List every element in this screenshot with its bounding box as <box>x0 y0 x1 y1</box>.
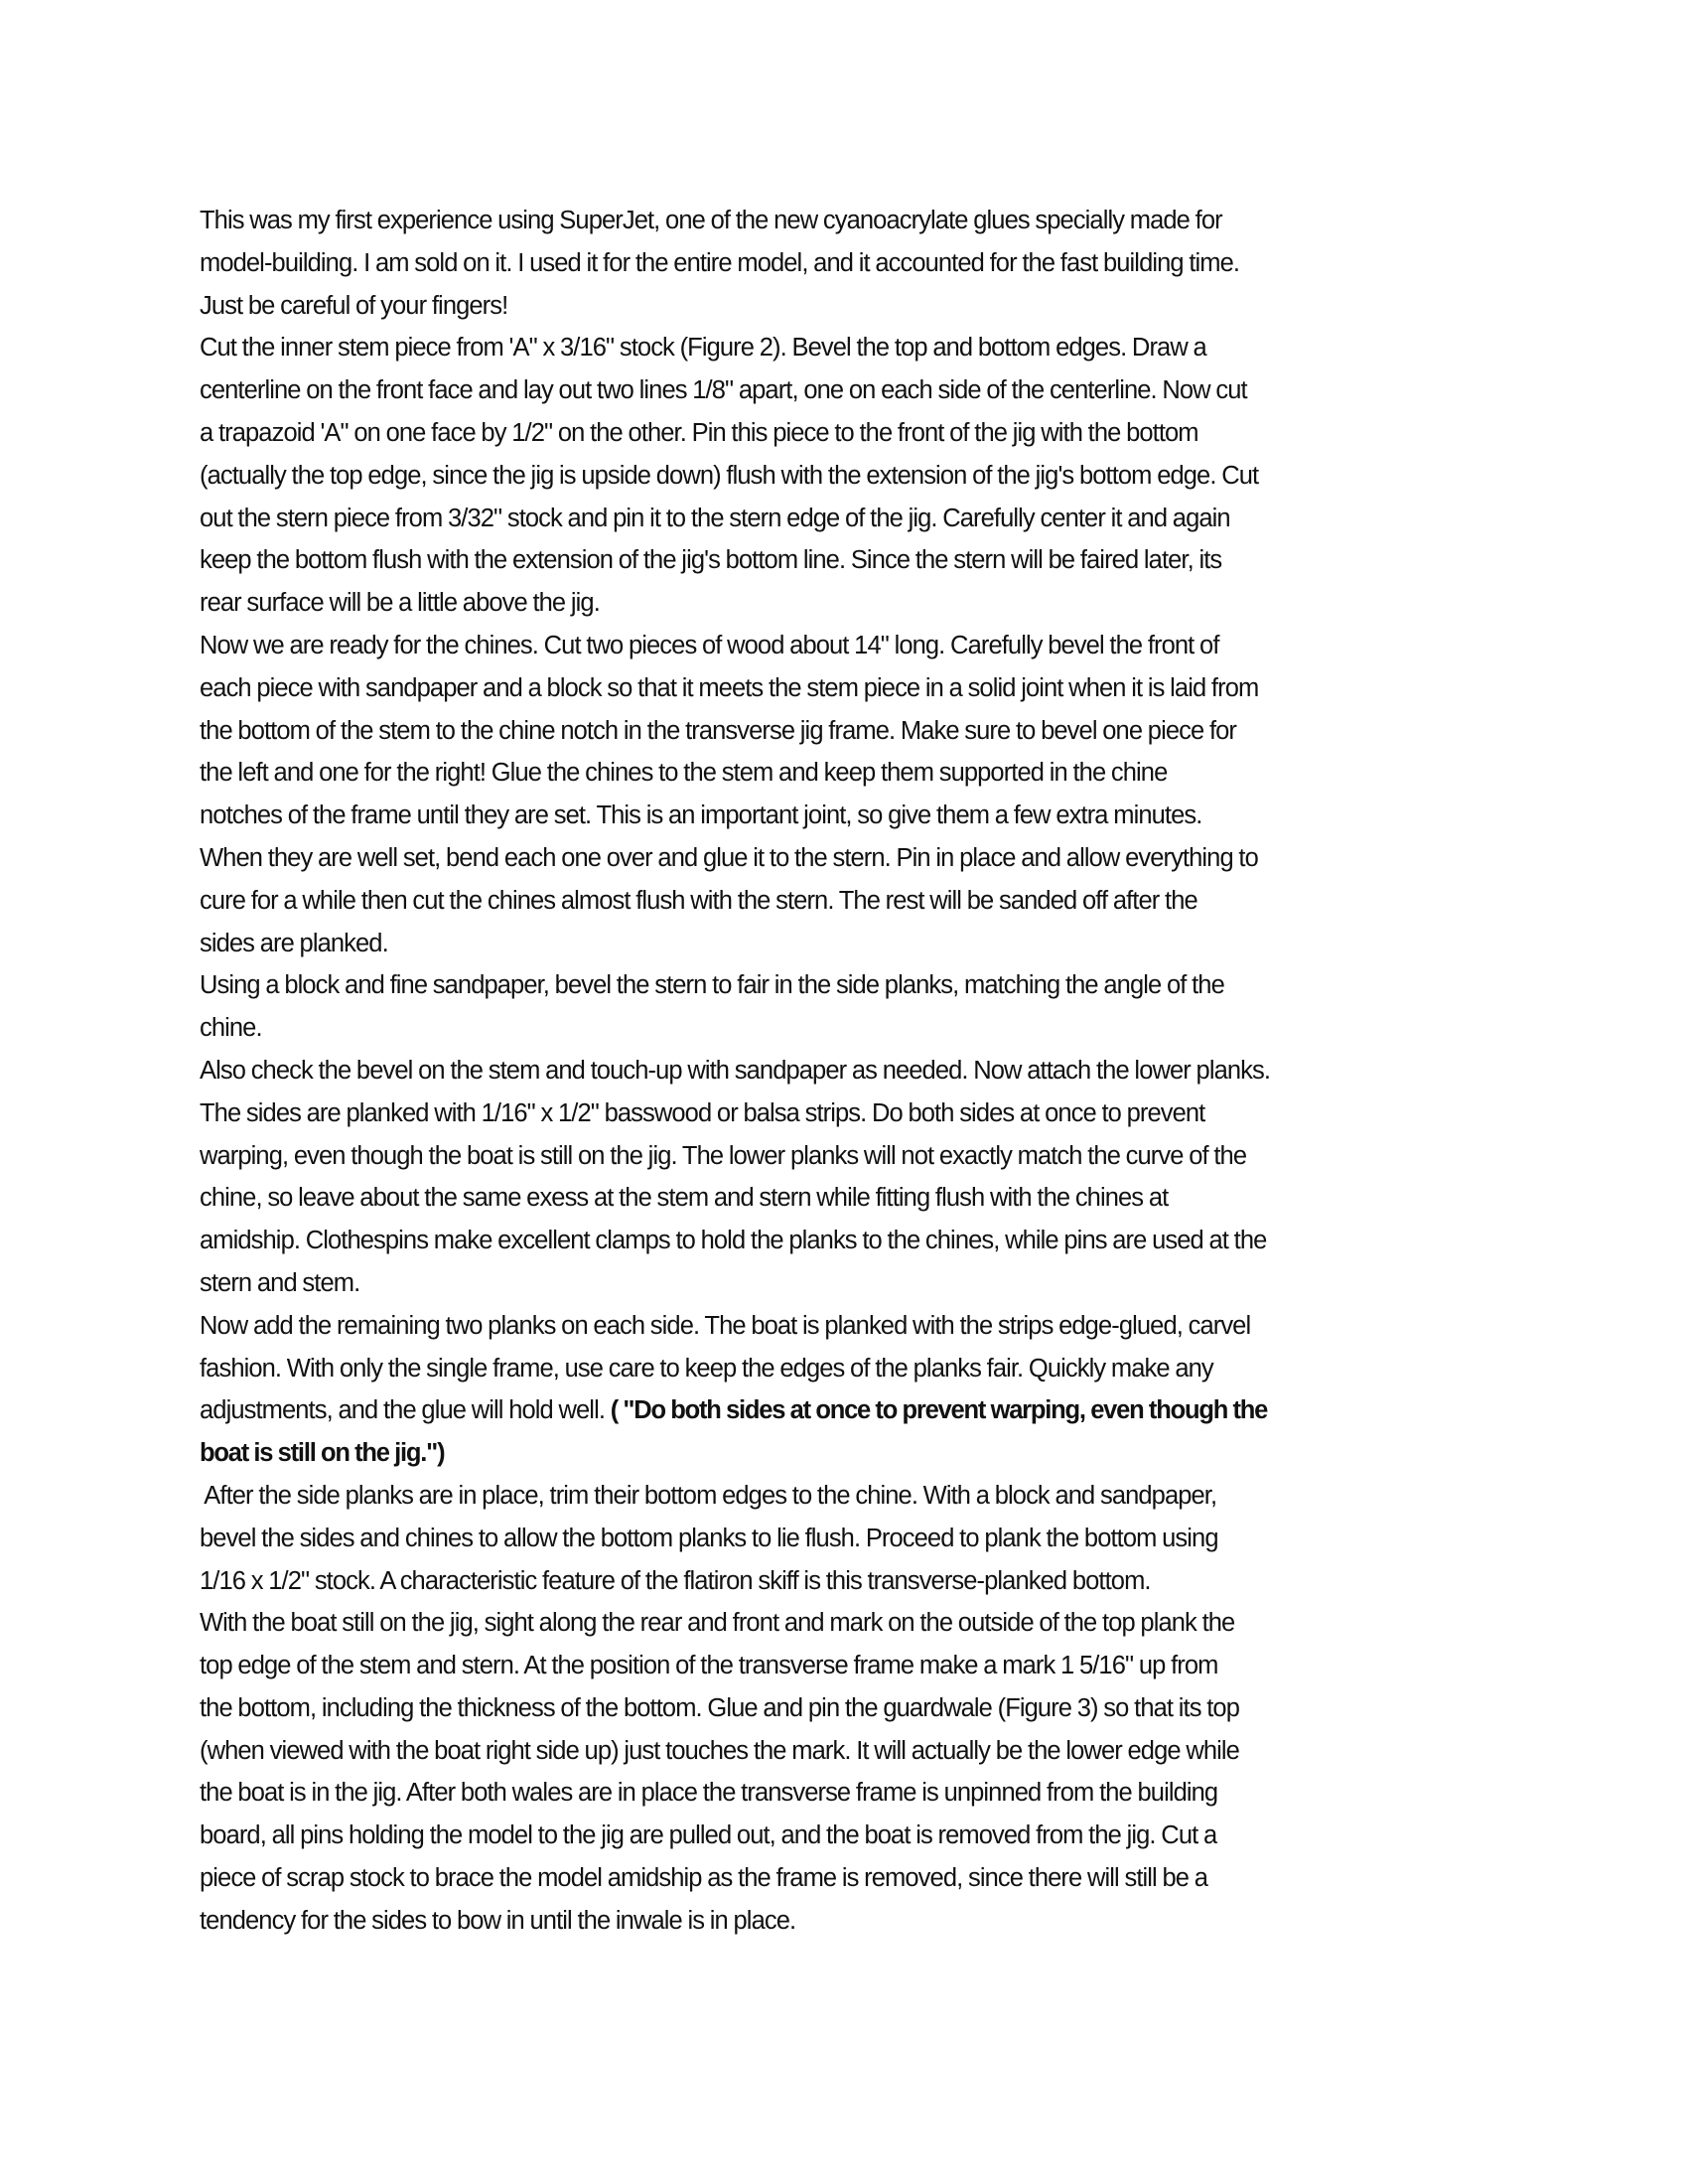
text-line: warping, even though the boat is still on the jig. The lower planks will not exactly match the curve of the <box>200 1141 1247 1170</box>
text-line: centerline on the front face and lay out two lines 1/8" apart, one on each side of the centerline. Now cut <box>200 376 1247 405</box>
bold-quote-end: boat is still on the jig.") <box>200 1439 445 1468</box>
text-line: (when viewed with the boat right side up) just touches the mark. It will actually be the lower edge while <box>200 1736 1239 1765</box>
text-line: The sides are planked with 1/16" x 1/2" basswood or balsa strips. Do both sides at once to prevent <box>200 1098 1205 1127</box>
text-line: bevel the sides and chines to allow the bottom planks to lie flush. Proceed to plank the bottom using <box>200 1524 1218 1552</box>
text-line: Just be careful of your fingers! <box>200 291 508 320</box>
text-line: top edge of the stem and stern. At the position of the transverse frame make a mark 1 5/16" up from <box>200 1652 1218 1680</box>
text-line: Now add the remaining two planks on each side. The boat is planked with the strips edge-glued, carvel <box>200 1311 1251 1340</box>
text-line: Also check the bevel on the stem and touch-up with sandpaper as needed. Now attach the lower planks. <box>200 1056 1271 1085</box>
text-line: stern and stem. <box>200 1268 360 1297</box>
text-line: Using a block and fine sandpaper, bevel the stern to fair in the side planks, matching the angle of the <box>200 971 1224 1000</box>
text-line: fashion. With only the single frame, use care to keep the edges of the planks fair. Quickly make any <box>200 1354 1213 1383</box>
text-line: chine. <box>200 1014 262 1043</box>
text-line: chine, so leave about the same exess at the stem and stern while fitting flush with the chines at <box>200 1184 1169 1213</box>
text-line: sides are planked. <box>200 929 388 957</box>
text-line: board, all pins holding the model to the jig are pulled out, and the boat is removed from the jig. Cut a <box>200 1821 1217 1850</box>
document-body <box>200 200 1520 1943</box>
text-line: This was my first experience using SuperJet, one of the new cyanoacrylate glues specially made for <box>200 207 1222 234</box>
text-line: amidship. Clothespins make excellent clamps to hold the planks to the chines, while pins are used at the <box>200 1227 1267 1255</box>
text-line: the bottom of the stem to the chine notch in the transverse jig frame. Make sure to bevel one piece for <box>200 716 1237 745</box>
text-line: With the boat still on the jig, sight along the rear and front and mark on the outside of the top plank the <box>200 1609 1235 1638</box>
text-line-with-quote <box>200 1389 1520 1432</box>
text-line: notches of the frame until they are set. This is an important joint, so give them a few extra minutes. <box>200 801 1202 830</box>
text-line: piece of scrap stock to brace the model amidship as the frame is removed, since there will still be a <box>200 1864 1208 1893</box>
text-line: Now we are ready for the chines. Cut two pieces of wood about 14" long. Carefully bevel the front of <box>200 631 1219 659</box>
text-line: rear surface will be a little above the jig. <box>200 589 600 618</box>
text-line: the bottom, including the thickness of the bottom. Glue and pin the guardwale (Figure 3) so that its top <box>200 1693 1239 1722</box>
text-line: When they are well set, bend each one over and glue it to the stern. Pin in place and allow everything to <box>200 843 1258 872</box>
text-line: out the stern piece from 3/32" stock and pin it to the stern edge of the jig. Carefully center it and again <box>200 504 1230 532</box>
text-line: Cut the inner stem piece from 'A" x 3/16" stock (Figure 2). Bevel the top and bottom edges. Draw a <box>200 334 1206 363</box>
text-line: cure for a while then cut the chines almost flush with the stern. The rest will be sanded off after the <box>200 886 1197 915</box>
text-line: the boat is in the jig. After both wales are in place the transverse frame is unpinned from the building <box>200 1779 1218 1808</box>
text-line: each piece with sandpaper and a block so that it meets the stem piece in a solid joint when it is laid from <box>200 673 1259 702</box>
text-regular: adjustments, and the glue will hold well. <box>200 1396 611 1425</box>
text-line: model-building. I am sold on it. I used it for the entire model, and it accounted for the fast building time. <box>200 248 1240 277</box>
text-line: keep the bottom flush with the extension of the jig's bottom line. Since the stern will be faired later, its <box>200 546 1222 575</box>
text-line: After the side planks are in place, trim their bottom edges to the chine. With a block and sandpaper, <box>200 1481 1217 1510</box>
text-line: (actually the top edge, since the jig is upside down) flush with the extension of the jig's bottom edge. Cut <box>200 461 1259 490</box>
text-line: 1/16 x 1/2" stock. A characteristic feature of the flatiron skiff is this transverse-planked bottom. <box>200 1566 1151 1595</box>
text-line: a trapazoid 'A" on one face by 1/2" on the other. Pin this piece to the front of the jig with the bottom <box>200 418 1198 447</box>
text-line: tendency for the sides to bow in until the inwale is in place. <box>200 1906 796 1935</box>
bold-quote: ( "Do both sides at once to prevent warping, even though the <box>610 1396 1268 1425</box>
text-line: the left and one for the right! Glue the chines to the stem and keep them supported in the chine <box>200 759 1168 788</box>
